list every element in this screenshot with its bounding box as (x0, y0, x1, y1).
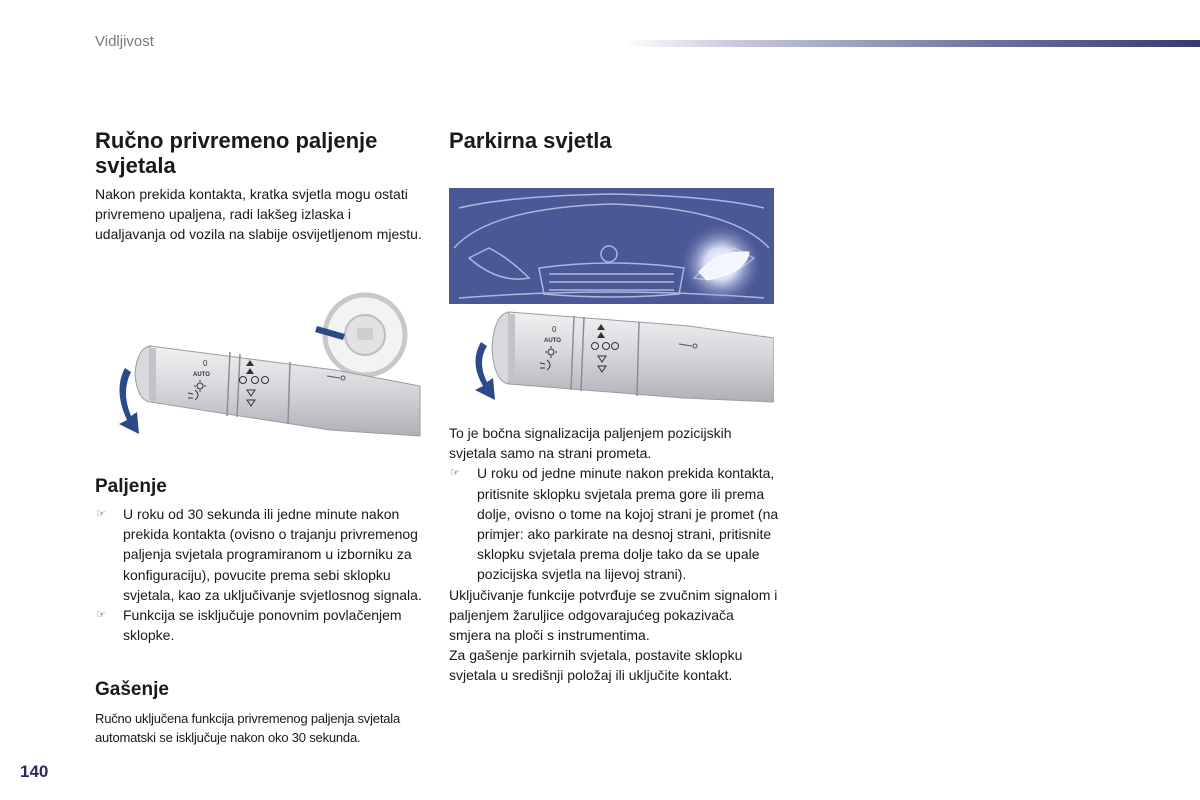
left-column (95, 128, 423, 245)
gasenje-section (95, 679, 423, 747)
left-title: Ručno privremeno paljenje svjetala (95, 128, 378, 178)
position-zero-label: 0 (203, 359, 208, 368)
parking-intro: To je bočna signalizacija paljenjem pozicijskih svjetala samo na strani prometa. (449, 425, 732, 462)
pointing-hand-icon: ☞ (96, 508, 106, 520)
parking-para-2: Za gašenje parkirnih svjetala, postavite sklopku svjetala u središnji položaj ili uključite kontakt. (449, 647, 743, 684)
paljenje-bullet-2 (95, 605, 423, 645)
parking-bullet (449, 463, 779, 584)
car-front-illustration (449, 188, 774, 304)
position-zero-label: 0 (552, 325, 557, 334)
right-title: Parkirna svjetla (449, 128, 612, 153)
parking-para-1: Uključivanje funkcije potvrđuje se zvučnim signalom i paljenjem žaruljice odgovarajućeg pokazivača smjera na ploči s instrumentima. (449, 586, 778, 644)
gasenje-text: Ručno uključena funkcija privremenog paljenja svjetala automatski se isključuje nakon oko 30 sekunda. (95, 711, 400, 745)
paljenje-bullet-1 (95, 504, 423, 605)
stalk-illustration-right (449, 304, 774, 410)
section-label: Vidljivost (95, 33, 154, 50)
auto-label: AUTO (544, 338, 561, 344)
pointing-hand-icon: ☞ (96, 609, 106, 622)
gasenje-heading: Gašenje (95, 679, 169, 700)
paljenje-bullet-1-text: U roku od 30 sekunda ili jedne minute nakon prekida kontakta (ovisno o trajanju privremenog paljenja svjetala programiranom u izborniku za konfiguraciju), povucite prema sebi sklopku svjetala, kao za uključivanje svjetlosnog signala. (123, 506, 422, 603)
pointing-hand-icon: ☞ (450, 467, 460, 480)
paljenje-section (95, 476, 423, 645)
right-column (449, 128, 779, 153)
parking-bullet-text: U roku od jedne minute nakon prekida kontakta, pritisnite sklopku svjetala prema gore ili prema dolje, ovisno o tome na kojoj strani je promet (na primjer: ako parkirate na desnoj strani, pritisnite sklopku svjetala prema dolje tako da se upale pozicijska svjetla na lijevoj strani). (477, 465, 779, 583)
paljenje-bullet-2-text: Funkcija se isključuje ponovnim povlačenjem sklopke. (123, 607, 402, 644)
steering-wheel-icon (315, 295, 405, 375)
auto-label: AUTO (193, 372, 210, 378)
paljenje-heading: Paljenje (95, 476, 167, 497)
stalk-illustration-left (95, 290, 425, 440)
page-number: 140 (20, 762, 49, 781)
left-intro: Nakon prekida kontakta, kratka svjetla mogu ostati privremeno upaljena, radi lakšeg izlaska i udaljavanja od vozila na slabije osvijetljenom mjestu. (95, 186, 422, 243)
header-accent-bar (622, 40, 1200, 47)
parking-text (449, 423, 779, 686)
